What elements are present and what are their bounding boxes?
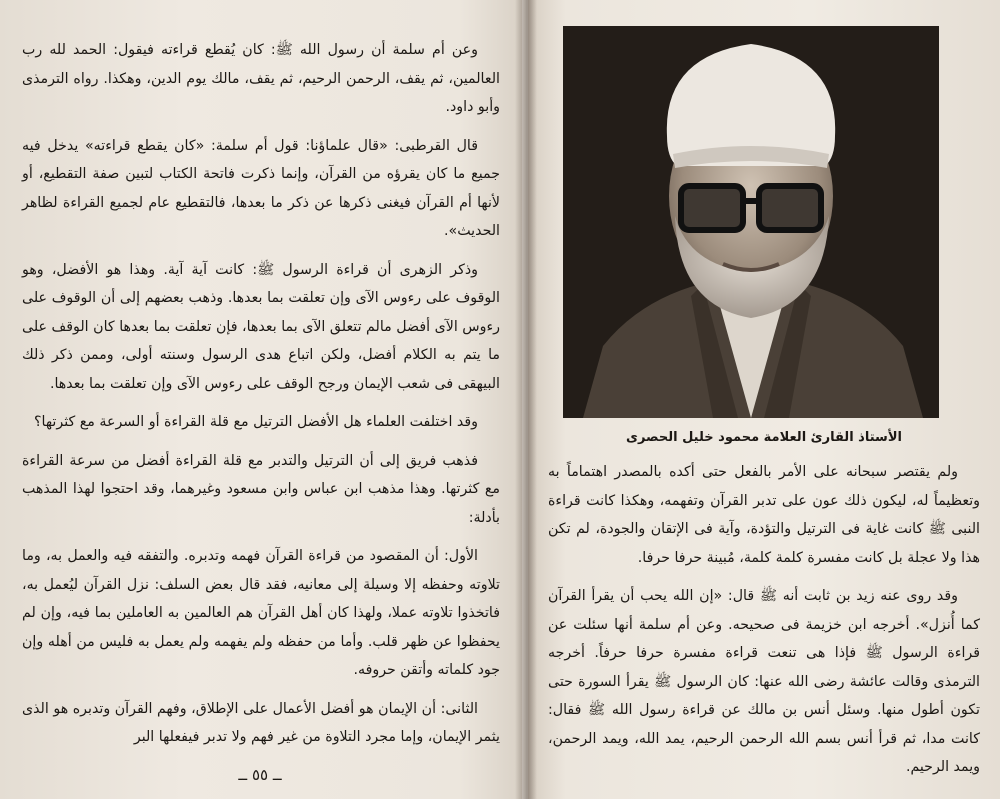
paragraph: فذهب فريق إلى أن الترتيل والتدبر مع قلة القراءة أفضل من سرعة القراءة مع كثرتها. وهذا مذهب ابن عباس وابن مسعود وغيرهما، وقد احتجوا لهذا المذهب بأدلة: [22,452,500,526]
left-page-text [22,36,500,762]
page-number: ــ ٥٥ ــ [238,766,282,784]
paragraph: الأول: أن المقصود من قراءة القرآن فهمه وتدبره. والتفقه فيه والعمل به، وما تلاوته وحفظه إلا وسيلة إلى معانيه، فقد قال بعض السلف: نزل القرآن ليُعمل به، فاتخذوا تلاوته عملا، ولهذا كان أهل القرآن هم العالمين به العاملين بما فيه، وإن لم يحفظوا عن ظهر قلب. وأما من حفظه ولم يفهمه ولم يعمل به فليس من أهله وإن جود كلماته وأتقن حروفه. [22,548,500,678]
paragraph: وقد اختلفت العلماء هل الأفضل الترتيل مع قلة القراءة أو السرعة مع كثرتها؟ [34,414,478,430]
paragraph: ولم يقتصر سبحانه على الأمر بالفعل حتى أكده بالمصدر اهتماماً به وتعظيماً له، ليكون ذلك عون على تدبر القرآن وتفهمه، وهكذا كانت قراءة النبى ﷺ كانت غاية فى الترتيل والتؤدة، وآية فى الإتقان والجودة، لم تكن هذا ولا عجلة بل كانت مفسرة كلمة كلمة، مُبينة حرفا حرفا. [548,464,980,566]
paragraph: الثانى: أن الإيمان هو أفضل الأعمال على الإطلاق، وفهم القرآن وتدبره هو الذى يثمر الإيمان، وإما مجرد التلاوة من غير فهم ولا تدبر فيفعلها البر [22,700,500,745]
book-gutter [515,0,537,799]
portrait-photo [563,26,939,418]
paragraph: وقد روى عنه زيد بن ثابت أنه ﷺ قال: «إن الله يحب أن يقرأ القرآن كما أُنزل». أخرجه ابن خزيمة فى صحيحه. وعن أم سلمة أنها سئلت عن قراءة الرسول ﷺ فإذا هى تنعت قراءة مفسرة حرفا حرفاً. أخرجه الترمذى وقالت عائشة رضى الله عنها: كان الرسول ﷺ يقرأ السورة حتى تكون أطول منها. وسئل أنس بن مالك عن قراءة رسول الله ﷺ فقال: كانت مدا، ثم قرأ أنس بسم الله الرحمن الرحيم، يمد الله، ويمد الرحمن، ويمد الرحيم. [548,588,980,775]
right-page-text [548,458,980,792]
paragraph: قال القرطبى: «قال علماؤنا: قول أم سلمة: «كان يقطع قراءته» يدخل فيه جميع ما كان يقرؤه من القرآن، وإنما ذكرت فاتحة الكتاب لتبين صفة التقطيع، أو لأنها أم القرآن فيغنى ذكرها عن ذكر ما بعدها، فالتقطيع عام لجميع القراءة لظاهر الحديث». [22,137,500,239]
paragraph: وذكر الزهرى أن قراءة الرسول ﷺ: كانت آية آية. وهذا هو الأفضل، وهو الوقوف على رءوس الآى وإن تعلقت بما بعدها. وذهب بعضهم إلى أن الوقوف على رءوس الآى أفضل مالم تتعلق الآى بما بعدها، فإن تعلقت بما بعدها كان الوقف على ما يتم به الكلام أفضل، ولكن اتباع هدى الرسول وسنته أولى، وممن ذكر ذلك البيهقى فى شعب الإيمان ورجح الوقف على رءوس الآى وإن تعلقت بما بعدها. [22,261,500,392]
paragraph: وعن أم سلمة أن رسول الله ﷺ: كان يُقطع قراءته فيقول: الحمد لله رب العالمين، ثم يقف، الرحمن الرحيم، ثم يقف، مالك يوم الدين، وهكذا. رواه الترمذى وأبو داود. [22,42,500,115]
portrait-illustration [563,26,939,418]
photo-caption: الأستاذ القارئ العلامة محمود خليل الحصرى [626,430,902,445]
